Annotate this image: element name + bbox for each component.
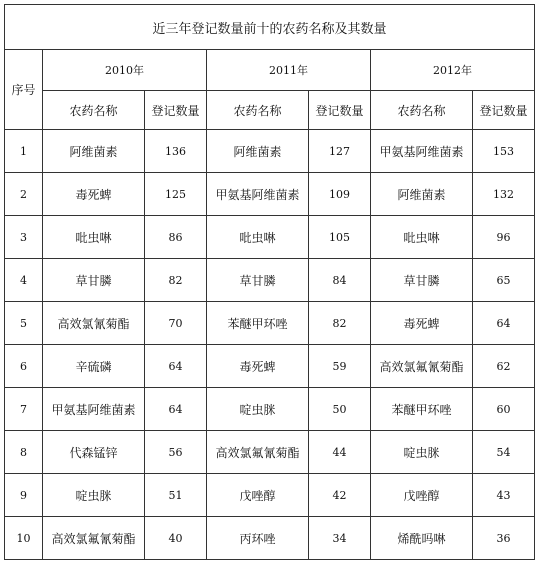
registration-count-2010: 136 [145,130,207,173]
pesticide-name-2012: 戊唑醇 [371,474,473,517]
pesticide-name-2011: 啶虫脒 [207,388,309,431]
pesticide-name-2011: 阿维菌素 [207,130,309,173]
count-header-2012: 登记数量 [473,91,535,130]
row-index: 7 [5,388,43,431]
registration-count-2010: 40 [145,517,207,560]
row-index: 10 [5,517,43,560]
registration-count-2012: 54 [473,431,535,474]
registration-count-2011: 34 [309,517,371,560]
pesticide-name-2012: 苯醚甲环唑 [371,388,473,431]
registration-count-2011: 44 [309,431,371,474]
row-index: 6 [5,345,43,388]
table-row [5,431,535,474]
registration-count-2010: 125 [145,173,207,216]
registration-count-2010: 51 [145,474,207,517]
registration-count-2011: 59 [309,345,371,388]
pesticide-name-2012: 啶虫脒 [371,431,473,474]
registration-count-2010: 56 [145,431,207,474]
table-row [5,345,535,388]
pesticide-name-2011: 毒死蜱 [207,345,309,388]
registration-count-2012: 153 [473,130,535,173]
pesticide-name-2010: 草甘膦 [43,259,145,302]
year-header-2011: 2011年 [207,50,371,91]
pesticide-name-2011: 吡虫啉 [207,216,309,259]
registration-count-2012: 60 [473,388,535,431]
registration-count-2011: 105 [309,216,371,259]
registration-count-2012: 43 [473,474,535,517]
pesticide-name-2010: 高效氯氰菊酯 [43,302,145,345]
row-index: 2 [5,173,43,216]
pesticide-name-2011: 高效氯氟氰菊酯 [207,431,309,474]
pesticide-name-2011: 戊唑醇 [207,474,309,517]
table-title: 近三年登记数量前十的农药名称及其数量 [5,5,535,50]
pesticide-name-2010: 吡虫啉 [43,216,145,259]
pesticide-name-2012: 草甘膦 [371,259,473,302]
pesticide-name-2010: 阿维菌素 [43,130,145,173]
name-header-2012: 农药名称 [371,91,473,130]
row-index: 8 [5,431,43,474]
table-row [5,517,535,560]
pesticide-name-2012: 毒死蜱 [371,302,473,345]
registration-count-2011: 82 [309,302,371,345]
name-header-2010: 农药名称 [43,91,145,130]
pesticide-name-2010: 甲氨基阿维菌素 [43,388,145,431]
registration-count-2010: 70 [145,302,207,345]
table-row [5,259,535,302]
table-row [5,173,535,216]
row-index: 3 [5,216,43,259]
pesticide-name-2012: 甲氨基阿维菌素 [371,130,473,173]
pesticide-name-2011: 草甘膦 [207,259,309,302]
year-header-2010: 2010年 [43,50,207,91]
count-header-2010: 登记数量 [145,91,207,130]
registration-count-2012: 62 [473,345,535,388]
year-header-2012: 2012年 [371,50,535,91]
count-header-2011: 登记数量 [309,91,371,130]
pesticide-name-2011: 苯醚甲环唑 [207,302,309,345]
pesticide-name-2011: 丙环唑 [207,517,309,560]
registration-count-2012: 96 [473,216,535,259]
registration-count-2010: 86 [145,216,207,259]
registration-count-2011: 127 [309,130,371,173]
registration-count-2012: 132 [473,173,535,216]
pesticide-name-2012: 烯酰吗啉 [371,517,473,560]
row-index: 1 [5,130,43,173]
table-row [5,216,535,259]
index-header: 序号 [5,50,43,130]
pesticide-name-2012: 高效氯氟氰菊酯 [371,345,473,388]
pesticide-name-2012: 阿维菌素 [371,173,473,216]
registration-count-2010: 64 [145,388,207,431]
pesticide-name-2012: 吡虫啉 [371,216,473,259]
row-index: 9 [5,474,43,517]
registration-count-2012: 64 [473,302,535,345]
registration-count-2012: 36 [473,517,535,560]
pesticide-registration-table [4,4,535,560]
registration-count-2010: 82 [145,259,207,302]
table-row [5,474,535,517]
registration-count-2011: 50 [309,388,371,431]
row-index: 5 [5,302,43,345]
pesticide-name-2010: 毒死蜱 [43,173,145,216]
registration-count-2010: 64 [145,345,207,388]
table-row [5,302,535,345]
pesticide-name-2010: 代森锰锌 [43,431,145,474]
registration-count-2011: 109 [309,173,371,216]
name-header-2011: 农药名称 [207,91,309,130]
registration-count-2012: 65 [473,259,535,302]
table-row [5,130,535,173]
pesticide-name-2010: 辛硫磷 [43,345,145,388]
table-row [5,388,535,431]
registration-count-2011: 84 [309,259,371,302]
pesticide-name-2011: 甲氨基阿维菌素 [207,173,309,216]
pesticide-name-2010: 高效氯氟氰菊酯 [43,517,145,560]
row-index: 4 [5,259,43,302]
pesticide-name-2010: 啶虫脒 [43,474,145,517]
registration-count-2011: 42 [309,474,371,517]
